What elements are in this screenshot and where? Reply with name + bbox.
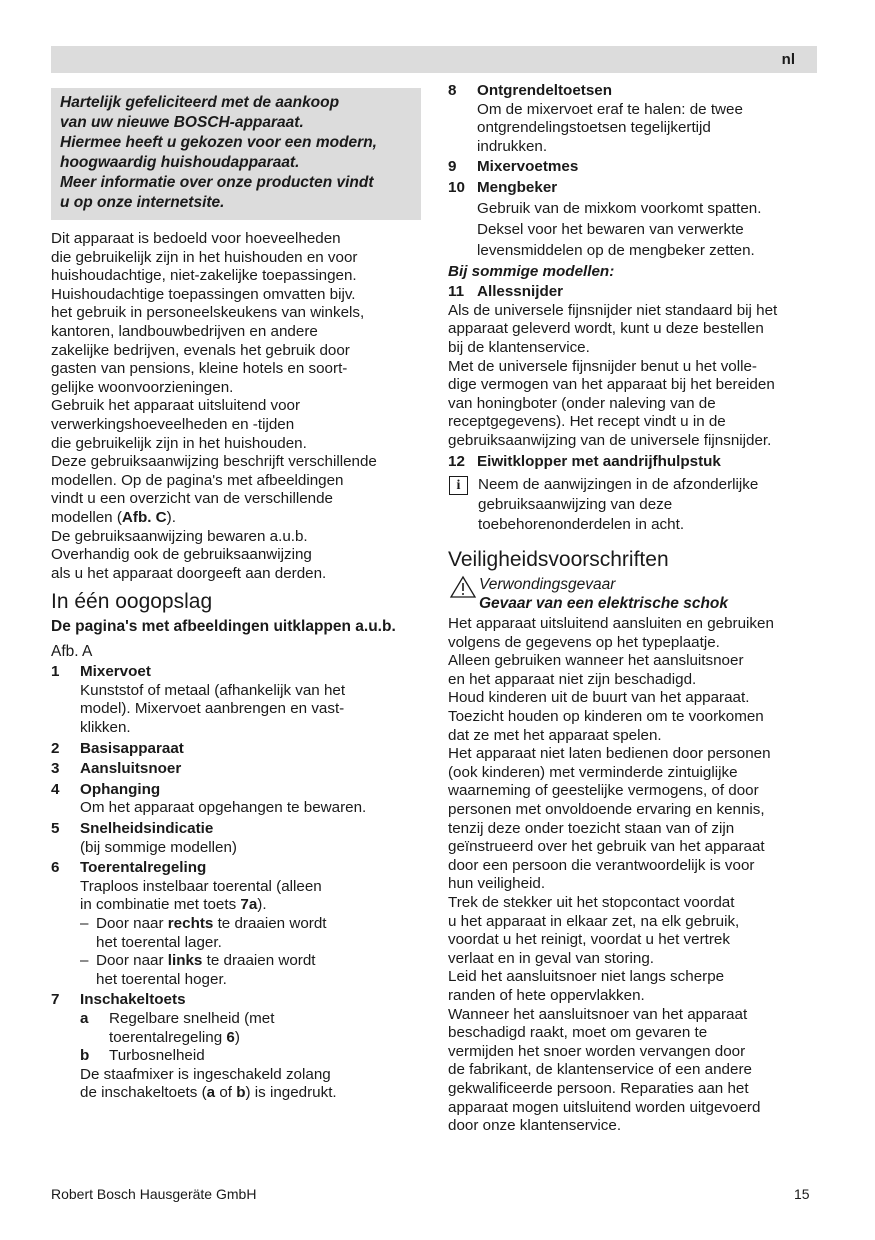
intro-line: Hartelijk gefeliciteerd met de aankoop (60, 94, 340, 111)
dash-list-item: – Door naar links te draaien wordt het toerental hoger. (80, 952, 316, 988)
sub-item-b: b Turbosnelheid (80, 1047, 205, 1065)
allessnijder-paragraph: Als de universele fijnsnijder niet standaard bij het apparaat geleverd wordt, kunt u deze bestellen bij de klantenservice. Met de universele fijnsnijder benut u het volle- dige vermogen van het apparaat bij het bereiden van honingboter (onder naleving van de receptgegevens). Het recept vindt u in de gebruiksaanwijzing van de universele fijnsnijder. (448, 301, 778, 449)
list-item-8: 8 Ontgrendeltoetsen (448, 82, 613, 99)
list-item-4: 4 Ophanging (51, 780, 161, 798)
text-line: verwerkingshoeveelheden en -tijden (51, 415, 295, 433)
left-column (51, 88, 421, 1103)
list-item-2: 2 Basisapparaat (51, 739, 184, 757)
item-description: Om het apparaat opgehangen te bewaren. (80, 799, 367, 817)
item-description: De staafmixer is ingeschakeld zolang de inschakeltoets (a of b) is ingedrukt. (80, 1065, 337, 1102)
language-code: nl (781, 51, 795, 68)
list-item-7: 7 Inschakeltoets (51, 991, 186, 1009)
intro-line: Hiermee heeft u gekozen voor een modern, (60, 134, 377, 151)
item-description: Traploos instelbaar toerental (alleen in combinatie met toets 7a). (80, 877, 322, 914)
item-description: Gebruik van de mixkom voorkomt spatten. Deksel voor het bewaren van verwerkte levensmiddelen op de mengbeker zetten. (477, 199, 762, 259)
list-item-9: 9 Mixervoetmes (448, 158, 579, 176)
some-models-label: Bij sommige modellen: (448, 262, 615, 280)
text-line: Deze gebruiksaanwijzing beschrijft verschillende (51, 453, 377, 471)
text-line: gasten van pensions, kleine hotels en soort- (51, 360, 348, 378)
figure-reference: Afb. C (121, 508, 167, 526)
warning-block (448, 575, 818, 613)
list-item-6: 6 Toerentalregeling (51, 859, 207, 877)
list-item-5: 5 Snelheidsindicatie (51, 820, 214, 838)
text-line: Huishoudachtige toepassingen omvatten bijv. (51, 285, 356, 303)
info-icon: i (449, 476, 468, 495)
text-line: gelijke woonvoorzieningen. (51, 378, 234, 396)
section-heading-safety: Veiligheidsvoorschriften (448, 548, 669, 572)
text-line: huishoudachtige, niet-zakelijke toepassingen. (51, 267, 357, 285)
warning-triangle-icon (449, 575, 479, 599)
figure-label: Afb. A (51, 643, 93, 661)
intro-line: hoogwaardig huishoudapparaat. (60, 154, 300, 171)
text-line: het gebruik in personeelskeukens van winkels, (51, 304, 365, 322)
page-number: 15 (794, 1186, 810, 1202)
intro-line: van uw nieuwe BOSCH-apparaat. (60, 114, 304, 131)
text-line: die gebruikelijk zijn in het huishouden. (51, 434, 307, 452)
list-item-10: 10 Mengbeker (448, 178, 558, 196)
text-line: modellen. Op de pagina's met afbeeldingen (51, 471, 344, 489)
overview-subheading: De pagina's met afbeeldingen uitklappen a.u.b. (51, 618, 396, 636)
intended-use-paragraph (51, 230, 421, 583)
item-description: (bij sommige modellen) (80, 838, 237, 856)
text-line: als u het apparaat doorgeeft aan derden. (51, 564, 327, 582)
text-line: kantoren, landbouwbedrijven en andere (51, 322, 318, 340)
text-line: die gebruikelijk zijn in het huishouden en voor (51, 248, 358, 266)
warning-subtitle: Gevaar van een elektrische schok (479, 595, 729, 613)
list-item-1: 1 Mixervoet (51, 663, 151, 681)
intro-box (51, 88, 421, 220)
models-line: modellen (Afb. C). (51, 508, 176, 526)
section-heading-overview: In één oogopslag (51, 590, 213, 614)
dash-list-item: – Door naar rechts te draaien wordt het toerental lager. (80, 915, 327, 951)
list-item-12: 12 Eiwitklopper met aandrijfhulpstuk (448, 452, 721, 470)
sub-item-a: a Regelbare snelheid (met toerentalregeling 6) (80, 1009, 275, 1046)
text-line: De gebruiksaanwijzing bewaren a.u.b. (51, 527, 308, 545)
footer-company: Robert Bosch Hausgeräte GmbH (51, 1186, 257, 1202)
list-item-11: 11 Allessnijder (448, 283, 564, 301)
text-line: zakelijke bedrijven, evenals het gebruik door (51, 341, 350, 359)
item-description: Om de mixervoet eraf te halen: de twee ontgrendelingstoetsen tegelijkertijd indrukken. (477, 100, 743, 155)
item-description: Kunststof of metaal (afhankelijk van het model). Mixervoet aanbrengen en vast- klikken. (80, 681, 346, 737)
text-line: Gebruik het apparaat uitsluitend voor (51, 397, 301, 415)
intro-line: u op onze internetsite. (60, 194, 225, 211)
header-bar (51, 46, 817, 73)
warning-title: Verwondingsgevaar (479, 576, 616, 594)
list-item-3: 3 Aansluitsnoer (51, 760, 182, 778)
text-line: vindt u een overzicht van de verschillende (51, 490, 333, 508)
info-note: i Neem de aanwijzingen in de afzonderlijke gebruiksaanwijzing van deze toebehorenonderdelen in acht. (448, 475, 818, 535)
right-column (448, 80, 818, 1136)
safety-paragraph: Het apparaat uitsluitend aansluiten en gebruiken volgens de gegevens op het typeplaatje. Alleen gebruiken wanneer het aansluitsnoer en het apparaat niet zijn beschadigd. Houd kinderen uit de buurt van het apparaat. Toezicht houden op kinderen om te voorkomen dat ze met het apparaat spelen. Het apparaat niet laten bedienen door personen (ook kinderen) met verminderde zintuiglijke waarneming of geestelijke vermogens, of door personen met onvoldoende ervaring en kennis, tenzij deze onder toezicht staan van of zijn geïnstrueerd over het gebruik van het apparaat door een persoon die verantwoordelijk is voor hun veiligheid. Trek de stekker uit het stopcontact voordat u het apparaat in elkaar zet, na elk gebruik, voordat u het reinigt, voordat u het vertrek verlaat en in geval van storing. Leid het aansluitsnoer niet langs scherpe randen of hete oppervlakken. Wanneer het aansluitsnoer van het apparaat beschadigd raakt, moet om gevaren te vermijden het snoer worden vervangen door de fabrikant, de klantenservice of een andere gekwalificeerde persoon. Reparaties aan het apparaat mogen uitsluitend worden uitgevoerd door onze klantenservice. (448, 615, 774, 1135)
intro-line: Meer informatie over onze producten vindt (60, 174, 374, 191)
text-line: Dit apparaat is bedoeld voor hoeveelheden (51, 230, 341, 247)
text-line: Overhandig ook de gebruiksaanwijzing (51, 546, 312, 564)
